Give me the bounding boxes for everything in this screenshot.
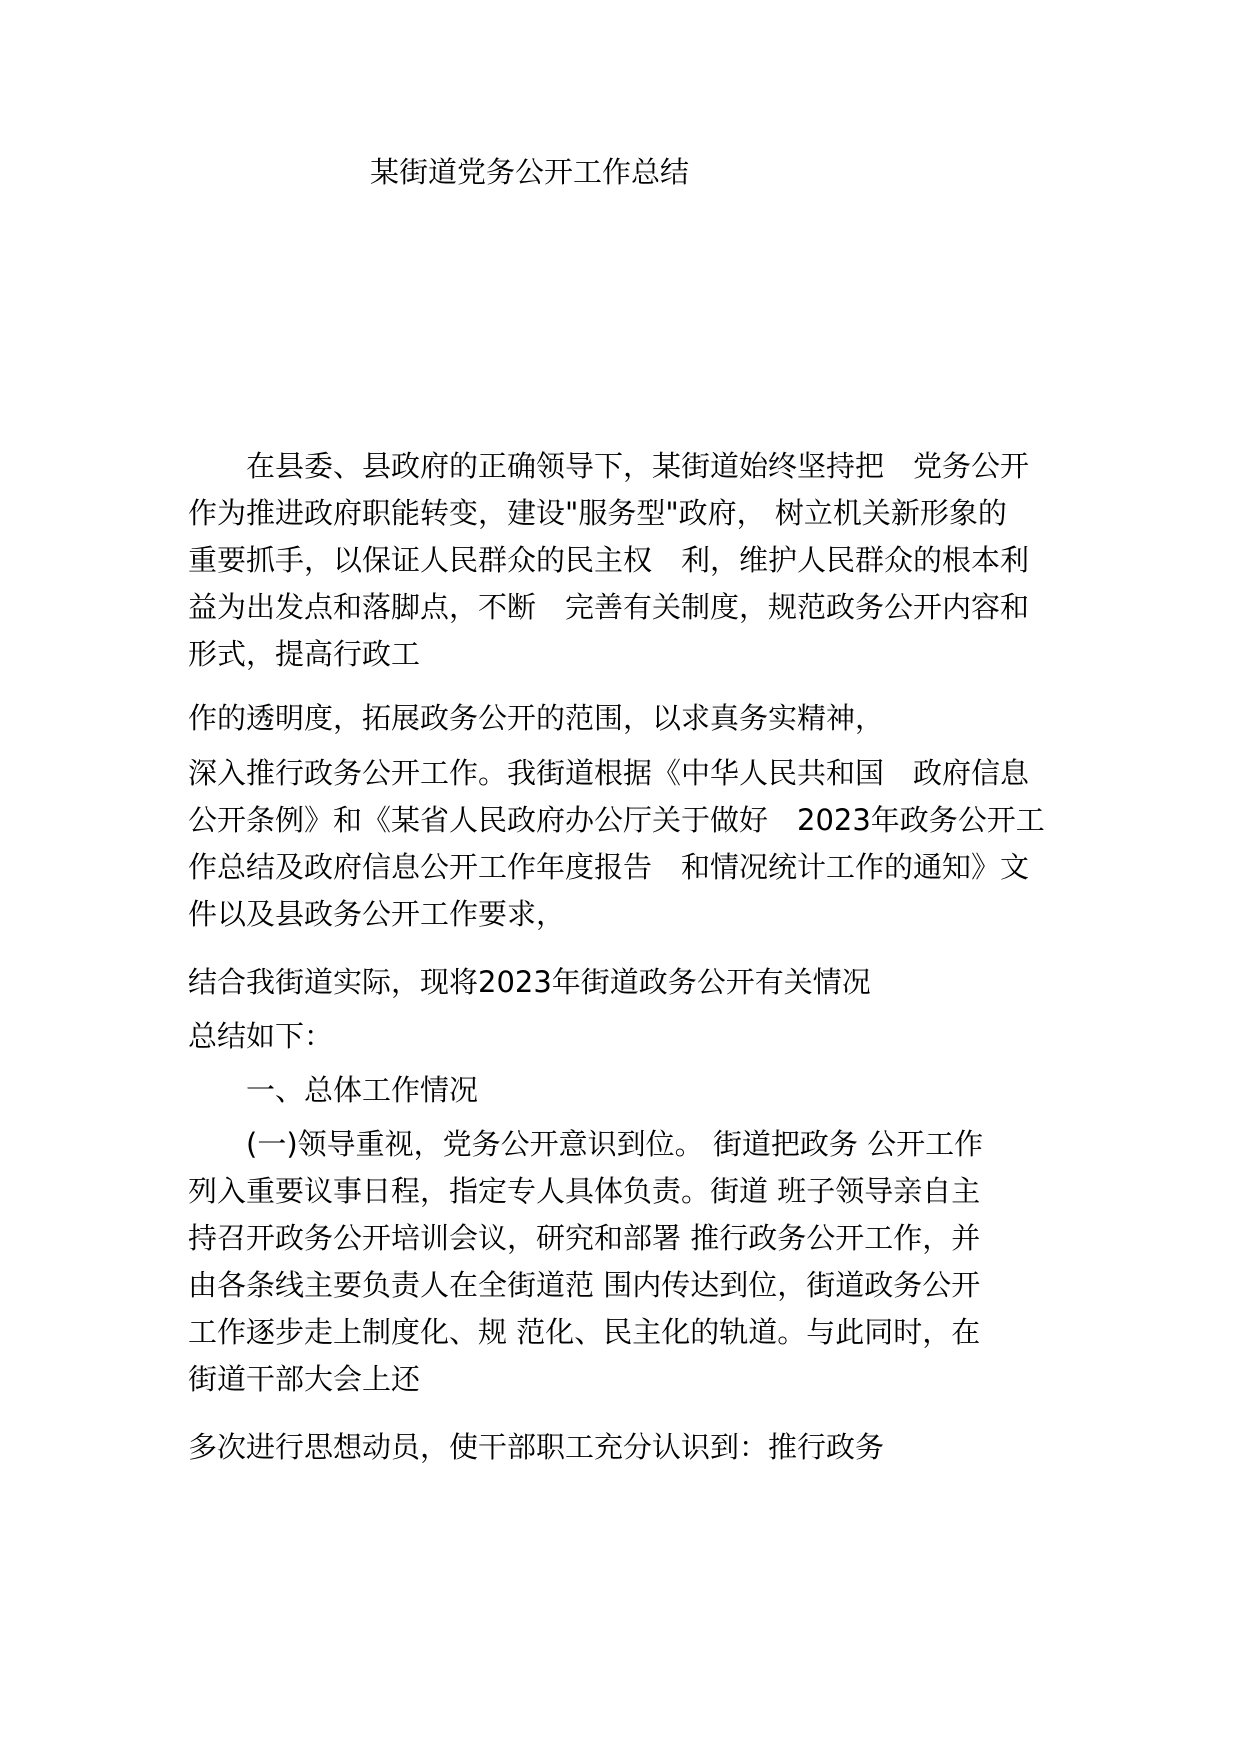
document-title: 某街道党务公开工作总结 bbox=[370, 155, 690, 189]
paragraph-line: 总结如下： bbox=[188, 1019, 334, 1053]
paragraph-line: 形式，提高行政工 bbox=[188, 637, 421, 671]
paragraph-line: 深入推行政务公开工作。我街道根据《中华人民共和国 政府信息 bbox=[188, 756, 1030, 790]
paragraph-line: 结合我街道实际，现将2023年街道政务公开有关情况 bbox=[188, 965, 871, 999]
paragraph-line: 工作逐步走上制度化、规 范化、民主化的轨道。与此同时，在 bbox=[188, 1315, 981, 1349]
paragraph-line: 由各条线主要负责人在全街道范 围内传达到位，街道政务公开 bbox=[188, 1268, 981, 1302]
paragraph-line: 街道干部大会上还 bbox=[188, 1362, 421, 1396]
paragraph-line: 公开条例》和《某省人民政府办公厅关于做好 2023年政务公开工 bbox=[188, 803, 1045, 837]
paragraph-line: 件以及县政务公开工作要求， bbox=[188, 897, 566, 931]
paragraph-line: 持召开政务公开培训会议，研究和部署 推行政务公开工作，并 bbox=[188, 1221, 981, 1255]
paragraph-line: 作的透明度，拓展政务公开的范围，以求真务实精神， bbox=[188, 701, 885, 735]
paragraph-line: 重要抓手，以保证人民群众的民主权 利，维护人民群众的根本利 bbox=[188, 543, 1030, 577]
paragraph-line: 作为推进政府职能转变，建设"服务型"政府， 树立机关新形象的 bbox=[188, 496, 1007, 530]
paragraph-line: 列入重要议事日程，指定专人具体负责。街道 班子领导亲自主 bbox=[188, 1174, 981, 1208]
paragraph-line: 益为出发点和落脚点，不断 完善有关制度，规范政务公开内容和 bbox=[188, 590, 1030, 624]
section-heading: 一、总体工作情况 bbox=[188, 1073, 479, 1107]
paragraph-line: 在县委、县政府的正确领导下，某街道始终坚持把 党务公开 bbox=[188, 449, 1030, 483]
paragraph-line: 多次进行思想动员，使干部职工充分认识到：推行政务 bbox=[188, 1430, 885, 1464]
paragraph-line: (一)领导重视，党务公开意识到位。 街道把政务 公开工作 bbox=[188, 1127, 984, 1161]
paragraph-line: 作总结及政府信息公开工作年度报告 和情况统计工作的通知》文 bbox=[188, 850, 1030, 884]
